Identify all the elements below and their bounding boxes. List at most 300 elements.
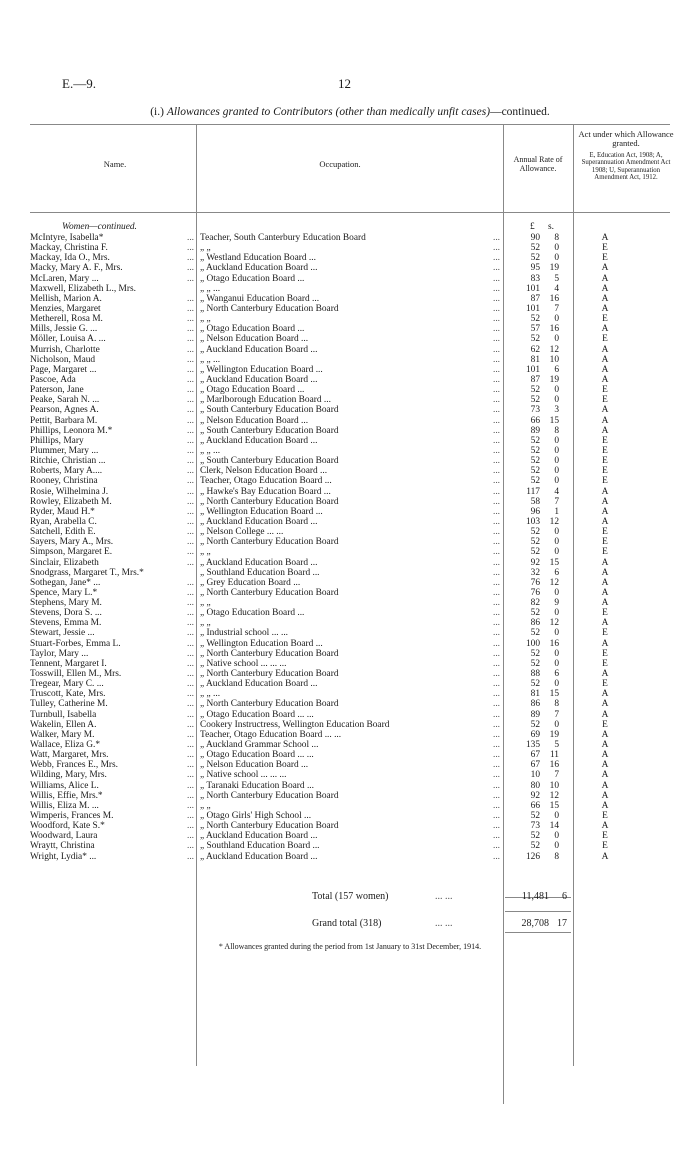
row-name-dots: ...	[186, 354, 194, 365]
row-act-code: A	[601, 729, 609, 740]
row-occupation: „ Otago Education Board ...	[200, 608, 305, 619]
row-occupation-dots: ...	[492, 273, 500, 284]
row-rate-shillings: 0	[554, 445, 559, 456]
row-occupation: „ North Canterbury Education Board	[200, 669, 339, 680]
row-name: Tosswill, Ellen M., Mrs.	[30, 669, 122, 680]
row-rate-pounds: 81	[530, 689, 540, 700]
table-row	[30, 395, 680, 405]
row-rate-pounds: 86	[530, 618, 540, 629]
row-occupation-dots: ...	[492, 811, 500, 822]
row-occupation: „ Industrial school ... ...	[200, 628, 289, 639]
table-row	[30, 487, 680, 497]
row-act-code: E	[602, 385, 608, 396]
row-act-code: A	[601, 273, 609, 284]
total-women-dots: ... ...	[435, 891, 453, 902]
row-rate-shillings: 5	[554, 273, 559, 284]
row-rate-pounds: 100	[525, 638, 540, 649]
row-rate-shillings: 0	[554, 253, 559, 264]
row-name-dots: ...	[186, 395, 194, 406]
row-occupation: „ „ ...	[200, 283, 221, 294]
table-row	[30, 304, 680, 314]
row-rate-pounds: 52	[530, 831, 540, 842]
row-name: Mackay, Ida O., Mrs.	[30, 253, 110, 264]
row-act-code: A	[601, 567, 609, 578]
row-act-code: A	[601, 750, 609, 761]
row-occupation-dots: ...	[492, 456, 500, 467]
table-row	[30, 588, 680, 598]
row-act-code: A	[601, 293, 609, 304]
grand-total-pounds: 28,708	[521, 918, 549, 929]
row-name-dots: ...	[186, 638, 194, 649]
row-act-code: A	[601, 618, 609, 629]
row-rate-shillings: 3	[554, 405, 559, 416]
row-name: Watt, Margaret, Mrs.	[30, 750, 109, 761]
col-header-rate: Annual Rate of Allowance.	[513, 155, 563, 173]
row-act-code: E	[602, 445, 608, 456]
table-row	[30, 355, 680, 365]
row-name-dots: ...	[186, 658, 194, 669]
row-occupation-dots: ...	[492, 334, 500, 345]
row-occupation-dots: ...	[492, 314, 500, 325]
row-name: Sinclair, Elizabeth	[30, 557, 99, 568]
row-rate-pounds: 86	[530, 699, 540, 710]
table-row	[30, 720, 680, 730]
row-name-dots: ...	[186, 719, 194, 730]
row-act-code: A	[601, 506, 609, 517]
section-label: Women—continued.	[62, 222, 137, 232]
row-rate-pounds: 101	[525, 283, 540, 294]
row-name-dots: ...	[186, 800, 194, 811]
row-rate-pounds: 52	[530, 527, 540, 538]
row-occupation: „ Auckland Education Board ...	[200, 831, 318, 842]
table-row	[30, 689, 680, 699]
row-occupation: „ North Canterbury Education Board	[200, 537, 339, 548]
row-rate-shillings: 12	[549, 618, 559, 629]
row-occupation-dots: ...	[492, 466, 500, 477]
row-rate-shillings: 0	[554, 395, 559, 406]
row-act-code: A	[601, 557, 609, 568]
table-row	[30, 618, 680, 628]
row-occupation-dots: ...	[492, 821, 500, 832]
page-number: 12	[338, 76, 351, 91]
row-occupation: „ „ ...	[200, 445, 221, 456]
row-occupation: „ Wellington Education Board ...	[200, 506, 323, 517]
row-name: Sothegan, Jane* ...	[30, 577, 101, 588]
row-occupation-dots: ...	[492, 425, 500, 436]
row-rate-shillings: 0	[554, 456, 559, 467]
row-rate-shillings: 0	[554, 527, 559, 538]
row-rate-shillings: 12	[549, 577, 559, 588]
row-act-code: A	[601, 669, 609, 680]
row-rate-pounds: 52	[530, 445, 540, 456]
row-rate-shillings: 5	[554, 740, 559, 751]
row-name-dots: ...	[186, 547, 194, 558]
row-rate-pounds: 52	[530, 385, 540, 396]
row-rate-pounds: 52	[530, 811, 540, 822]
table-row	[30, 639, 680, 649]
row-rate-shillings: 0	[554, 314, 559, 325]
row-rate-pounds: 117	[526, 486, 540, 497]
row-act-code: A	[601, 233, 609, 243]
row-name-dots: ...	[186, 364, 194, 375]
row-rate-shillings: 0	[554, 648, 559, 659]
row-rate-shillings: 7	[554, 496, 559, 507]
row-rate-shillings: 19	[549, 374, 559, 385]
row-occupation: „ North Canterbury Education Board	[200, 790, 339, 801]
row-name: Stevens, Emma M.	[30, 618, 102, 629]
row-rate-shillings: 0	[554, 811, 559, 822]
row-occupation: „ Wellington Education Board ...	[200, 638, 323, 649]
row-occupation-dots: ...	[492, 415, 500, 426]
table-row	[30, 314, 680, 324]
row-rate-pounds: 73	[530, 405, 540, 416]
row-act-code: A	[601, 415, 609, 426]
row-occupation: „ North Canterbury Education Board	[200, 648, 339, 659]
row-rate-pounds: 52	[530, 628, 540, 639]
table-row	[30, 274, 680, 284]
row-name-dots: ...	[186, 709, 194, 720]
table-row	[30, 466, 680, 476]
col-header-occupation: Occupation.	[319, 159, 361, 169]
row-name: Peake, Sarah N. ...	[30, 395, 100, 406]
row-rate-shillings: 15	[549, 557, 559, 568]
table-row	[30, 659, 680, 669]
row-rate-shillings: 8	[554, 425, 559, 436]
table-row	[30, 852, 680, 862]
row-rate-shillings: 7	[554, 709, 559, 720]
row-name: Walker, Mary M.	[30, 729, 95, 740]
table-row	[30, 831, 680, 841]
row-occupation-dots: ...	[492, 719, 500, 730]
row-occupation: „ Southland Education Board ...	[200, 841, 320, 852]
row-rate-pounds: 88	[530, 669, 540, 680]
row-occupation: „ Auckland Education Board ...	[200, 516, 318, 527]
row-act-code: E	[602, 395, 608, 406]
row-name: Wallace, Eliza G.*	[30, 740, 101, 751]
row-name: McLaren, Mary ...	[30, 273, 99, 284]
row-occupation-dots: ...	[492, 506, 500, 517]
row-name-dots: ...	[186, 456, 194, 467]
subtitle-italic: Allowances granted to Contributors (other than medically unfit cases)	[166, 106, 491, 118]
row-occupation-dots: ...	[492, 770, 500, 781]
row-occupation: „ South Canterbury Education Board	[200, 425, 339, 436]
row-rate-pounds: 52	[530, 253, 540, 264]
row-act-code: E	[602, 334, 608, 345]
row-name: Pascoe, Ada	[30, 374, 76, 385]
row-rate-shillings: 1	[554, 506, 559, 517]
row-rate-pounds: 101	[525, 364, 540, 375]
row-name: Phillips, Mary	[30, 435, 84, 446]
row-name: Spence, Mary L.*	[30, 587, 98, 598]
row-occupation-dots: ...	[492, 233, 500, 243]
row-occupation-dots: ...	[492, 364, 500, 375]
row-rate-pounds: 52	[530, 395, 540, 406]
row-name: Woodford, Kate S.*	[30, 821, 105, 832]
table-row	[30, 679, 680, 689]
row-occupation-dots: ...	[492, 344, 500, 355]
row-name-dots: ...	[186, 557, 194, 568]
row-act-code: A	[601, 780, 609, 791]
row-name: Stephens, Mary M.	[30, 598, 102, 609]
table-row	[30, 730, 680, 740]
row-occupation: „ Auckland Education Board ...	[200, 851, 318, 862]
row-rate-shillings: 8	[554, 851, 559, 862]
row-occupation-dots: ...	[492, 800, 500, 811]
row-act-code: E	[602, 435, 608, 446]
row-occupation-dots: ...	[492, 253, 500, 264]
row-name-dots: ...	[186, 506, 194, 517]
row-act-code: E	[602, 648, 608, 659]
row-occupation: „ Otago Education Board ...	[200, 324, 305, 335]
row-act-code: E	[602, 537, 608, 548]
row-act-code: E	[602, 811, 608, 822]
row-rate-shillings: 0	[554, 435, 559, 446]
row-act-code: E	[602, 608, 608, 619]
row-name-dots: ...	[186, 790, 194, 801]
row-act-code: E	[602, 679, 608, 690]
row-rate-shillings: 0	[554, 841, 559, 852]
row-rate-pounds: 89	[530, 709, 540, 720]
row-name: Sayers, Mary A., Mrs.	[30, 537, 114, 548]
row-occupation: „ North Canterbury Education Board	[200, 587, 339, 598]
row-occupation-dots: ...	[492, 679, 500, 690]
table-row	[30, 253, 680, 263]
row-occupation: „ „	[200, 800, 211, 811]
row-name: Woodward, Laura	[30, 831, 98, 842]
row-occupation: „ Otago Education Board ... ...	[200, 750, 314, 761]
table-row	[30, 527, 680, 537]
row-occupation: „ Grey Education Board ...	[200, 577, 301, 588]
row-rate-shillings: 6	[554, 364, 559, 375]
row-rate-shillings: 4	[554, 283, 559, 294]
row-occupation: „ Hawke's Bay Education Board ...	[200, 486, 331, 497]
row-occupation-dots: ...	[492, 648, 500, 659]
row-occupation-dots: ...	[492, 567, 500, 578]
row-rate-shillings: 16	[549, 324, 559, 335]
table-row	[30, 608, 680, 618]
row-occupation: „ Wellington Education Board ...	[200, 364, 323, 375]
row-rate-shillings: 8	[554, 699, 559, 710]
footnote: * Allowances granted during the period from 1st January to 31st December, 1914.	[218, 942, 482, 951]
row-occupation: „ North Canterbury Education Board	[200, 821, 339, 832]
row-act-code: A	[601, 598, 609, 609]
table-row	[30, 345, 680, 355]
row-name-dots: ...	[186, 608, 194, 619]
table-row	[30, 750, 680, 760]
row-act-code: A	[601, 790, 609, 801]
row-name-dots: ...	[186, 699, 194, 710]
row-occupation-dots: ...	[492, 729, 500, 740]
row-name: Willis, Effie, Mrs.*	[30, 790, 103, 801]
col-header-name: Name.	[103, 159, 127, 169]
row-name-dots: ...	[186, 841, 194, 852]
table-row	[30, 669, 680, 679]
row-occupation-dots: ...	[492, 354, 500, 365]
row-name-dots: ...	[186, 253, 194, 264]
row-rate-pounds: 52	[530, 456, 540, 467]
table-row	[30, 497, 680, 507]
row-act-code: E	[602, 243, 608, 254]
row-occupation-dots: ...	[492, 608, 500, 619]
row-rate-pounds: 66	[530, 415, 540, 426]
row-occupation-dots: ...	[492, 638, 500, 649]
row-act-code: A	[601, 516, 609, 527]
row-rate-pounds: 58	[530, 496, 540, 507]
row-rate-shillings: 0	[554, 547, 559, 558]
row-rate-shillings: 10	[549, 780, 559, 791]
row-name-dots: ...	[186, 527, 194, 538]
row-act-code: A	[601, 689, 609, 700]
row-occupation-dots: ...	[492, 851, 500, 862]
row-rate-pounds: 92	[530, 557, 540, 568]
row-name-dots: ...	[186, 314, 194, 325]
row-name-dots: ...	[186, 476, 194, 487]
row-occupation: „ Westland Education Board ...	[200, 253, 316, 264]
table-row	[30, 649, 680, 659]
table-row	[30, 436, 680, 446]
row-name: Phillips, Leonora M.*	[30, 425, 113, 436]
row-rate-pounds: 82	[530, 598, 540, 609]
row-name: Mellish, Marion A.	[30, 293, 102, 304]
row-rate-pounds: 52	[530, 243, 540, 254]
row-name-dots: ...	[186, 811, 194, 822]
row-occupation-dots: ...	[492, 243, 500, 254]
row-name: Plummer, Mary ...	[30, 445, 99, 456]
row-name: Rooney, Christina	[30, 476, 98, 487]
row-occupation: „ Nelson Education Board ...	[200, 760, 309, 771]
row-occupation: „ Auckland Education Board ...	[200, 557, 318, 568]
row-occupation: „ „ ...	[200, 689, 221, 700]
row-rate-pounds: 62	[530, 344, 540, 355]
row-name-dots: ...	[186, 273, 194, 284]
row-name: Maxwell, Elizabeth L., Mrs.	[30, 283, 136, 294]
table-row	[30, 578, 680, 588]
row-name: Snodgrass, Margaret T., Mrs.*	[30, 567, 144, 578]
row-rate-pounds: 67	[530, 750, 540, 761]
row-act-code: A	[601, 821, 609, 832]
row-name-dots: ...	[186, 689, 194, 700]
table-row	[30, 507, 680, 517]
row-name-dots: ...	[186, 740, 194, 751]
row-occupation: „ Nelson Education Board ...	[200, 334, 309, 345]
row-rate-pounds: 73	[530, 821, 540, 832]
row-act-code: E	[602, 466, 608, 477]
row-name-dots: ...	[186, 516, 194, 527]
row-name-dots: ...	[186, 405, 194, 416]
row-name: Ritchie, Christian ...	[30, 456, 106, 467]
row-rate-shillings: 10	[549, 354, 559, 365]
row-occupation-dots: ...	[492, 263, 500, 274]
row-rate-shillings: 16	[549, 638, 559, 649]
table-row	[30, 760, 680, 770]
total-women-row	[312, 891, 507, 902]
row-rate-shillings: 6	[554, 567, 559, 578]
page-code: E.—9.	[62, 76, 96, 91]
row-rate-pounds: 103	[525, 516, 540, 527]
row-rate-shillings: 12	[549, 516, 559, 527]
row-name-dots: ...	[186, 303, 194, 314]
row-rate-pounds: 57	[530, 324, 540, 335]
row-rate-shillings: 6	[554, 669, 559, 680]
row-name: Paterson, Jane	[30, 385, 84, 396]
row-act-code: E	[602, 658, 608, 669]
row-occupation: „ „	[200, 598, 211, 609]
table-row	[30, 385, 680, 395]
row-name: Stevens, Dora S. ...	[30, 608, 102, 619]
row-act-code: A	[601, 354, 609, 365]
row-rate-pounds: 76	[530, 577, 540, 588]
row-rate-pounds: 10	[530, 770, 540, 781]
row-occupation-dots: ...	[492, 283, 500, 294]
col-header-act: Act under which Allowance granted.	[578, 129, 674, 148]
row-occupation-dots: ...	[492, 831, 500, 842]
row-act-code: A	[601, 303, 609, 314]
table-row	[30, 334, 680, 344]
row-rate-pounds: 52	[530, 537, 540, 548]
row-occupation: „ „	[200, 618, 211, 629]
row-name: Stewart, Jessie ...	[30, 628, 95, 639]
row-rate-pounds: 66	[530, 800, 540, 811]
row-name-dots: ...	[186, 669, 194, 680]
row-name: Mills, Jessie G. ...	[30, 324, 98, 335]
row-name: Möller, Louisa A. ...	[30, 334, 106, 345]
row-occupation: „ Southland Education Board ...	[200, 567, 320, 578]
row-rate-shillings: 4	[554, 486, 559, 497]
total-women-shillings: 6	[562, 891, 567, 902]
row-name-dots: ...	[186, 587, 194, 598]
table-row	[30, 365, 680, 375]
row-name: Wimperis, Frances M.	[30, 811, 114, 822]
row-rate-pounds: 52	[530, 648, 540, 659]
row-act-code: E	[602, 253, 608, 264]
row-rate-pounds: 92	[530, 790, 540, 801]
total-women-pounds: 11,481	[521, 891, 549, 902]
table-row	[30, 446, 680, 456]
row-act-code: A	[601, 425, 609, 436]
table-row	[30, 781, 680, 791]
row-name-dots: ...	[186, 598, 194, 609]
table-subtitle	[0, 106, 700, 118]
row-occupation-dots: ...	[492, 516, 500, 527]
row-occupation-dots: ...	[492, 435, 500, 446]
row-rate-pounds: 52	[530, 658, 540, 669]
table-row	[30, 324, 680, 334]
row-occupation-dots: ...	[492, 780, 500, 791]
row-name-dots: ...	[186, 831, 194, 842]
row-occupation-dots: ...	[492, 618, 500, 629]
row-act-code: A	[601, 283, 609, 294]
row-act-code: E	[602, 527, 608, 538]
row-name: Tulley, Catherine M.	[30, 699, 108, 710]
row-rate-pounds: 87	[530, 293, 540, 304]
row-rate-shillings: 12	[549, 344, 559, 355]
row-name: Wakelin, Ellen A.	[30, 719, 97, 730]
row-rate-pounds: 52	[530, 679, 540, 690]
subtitle-prefix: (i.)	[150, 106, 164, 118]
allowances-table	[30, 233, 680, 862]
row-rate-pounds: 89	[530, 425, 540, 436]
row-rate-pounds: 83	[530, 273, 540, 284]
row-name-dots: ...	[186, 324, 194, 335]
row-act-code: A	[601, 800, 609, 811]
row-name: Wraytt, Christina	[30, 841, 95, 852]
row-rate-shillings: 0	[554, 831, 559, 842]
row-occupation-dots: ...	[492, 405, 500, 416]
table-row	[30, 517, 680, 527]
row-occupation-dots: ...	[492, 496, 500, 507]
row-name: Page, Margaret ...	[30, 364, 97, 375]
row-rate-pounds: 90	[530, 233, 540, 243]
